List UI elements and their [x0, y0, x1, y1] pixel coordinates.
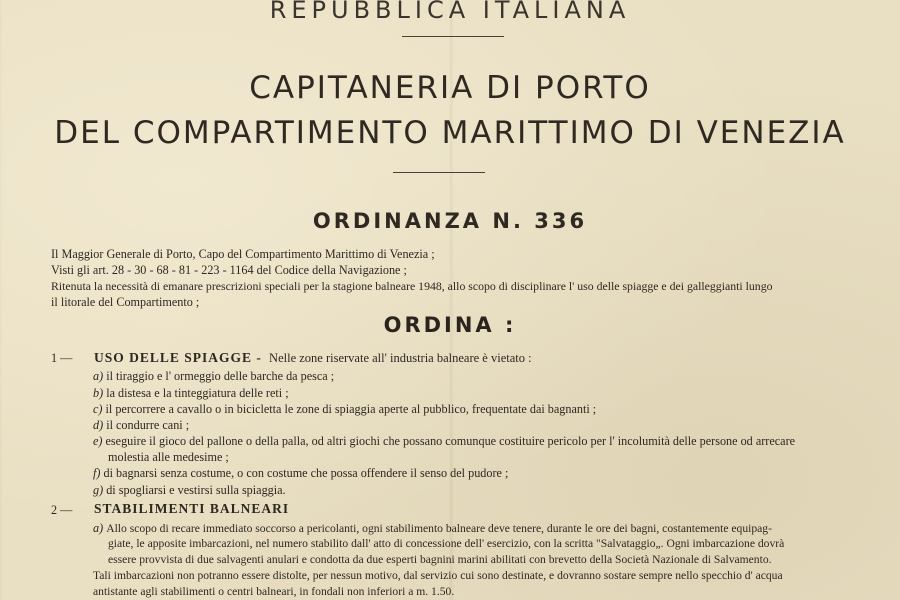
preamble-line: Visti gli art. 28 - 30 - 68 - 81 - 223 - 1164 del Codice della Navigazione ;: [51, 263, 407, 277]
list-item: b) la distesa e la tinteggiatura delle reti ;: [93, 386, 289, 400]
paragraph-line: a) Allo scopo di recare immediato soccorso a pericolanti, ogni stabilimento balneare deve tenere, durante le ore dei bagni, costantemente equipag-: [93, 521, 772, 535]
header-divider: [402, 36, 504, 37]
list-item: e) eseguire il gioco del pallone o della palla, od altri giochi che possano comunque costituire pericolo per l' incolumità delle persone od arrecare: [93, 434, 796, 448]
list-item: d) il condurre cani ;: [93, 418, 190, 432]
section-number: 2 —: [51, 503, 73, 517]
republic-header: REPUBBLICA ITALIANA: [269, 0, 631, 24]
list-item: f) di bagnarsi senza costume, o con costume che possa offendere il senso del pudore ;: [93, 466, 509, 480]
preamble-line: il litorale del Compartimento ;: [51, 295, 200, 309]
title-line-1: CAPITANERIA DI PORTO: [249, 70, 651, 106]
preamble-line: Ritenuta la necessità di emanare prescrizioni speciali per la stagione balneare 1948, allo scopo di disciplinare l' uso delle spiagge e dei galleggianti lungo: [51, 279, 773, 293]
list-item: a) il tiraggio e l' ormeggio delle barche da pesca ;: [93, 369, 335, 383]
section-title: STABILIMENTI BALNEARI: [94, 501, 290, 516]
title-line-2: DEL COMPARTIMENTO MARITTIMO DI VENEZIA: [54, 115, 846, 151]
list-item: g) di spogliarsi e vestirsi sulla spiaggia.: [93, 483, 286, 497]
paragraph-line: antistante agli stabilimenti o centri balneari, in fondali non inferiori a m. 1.50.: [93, 585, 455, 598]
section-heading: [94, 501, 289, 517]
paragraph-line: giate, le apposite imbarcazioni, nel numero stabilito dall' atto di concessione dell' esercizio, con la scritta "Salvataggio„. Ogni imbarcazione dovrà: [108, 537, 785, 550]
list-item: c) il percorrere a cavallo o in bicicletta le zone di spiaggia aperte al pubblico, frequentate dai bagnanti ;: [93, 402, 597, 416]
ordinance-title: ORDINANZA N. 336: [312, 209, 588, 233]
section-intro: Nelle zone riservate all' industria balneare è vietato :: [269, 351, 532, 365]
section-heading: [94, 350, 532, 366]
paragraph-line: essere provvista di due salvagenti anulari e condotta da due esperti bagnini marini abilitati con brevetto della Società Nazionale di Salvamento.: [108, 553, 772, 566]
section-title: USO DELLE SPIAGGE -: [94, 350, 262, 365]
preamble-line: Il Maggior Generale di Porto, Capo del Compartimento Marittimo di Venezia ;: [51, 247, 435, 261]
ordina-heading: ORDINA :: [383, 313, 517, 337]
list-item-continued: molestia alle medesime ;: [108, 450, 229, 464]
title-divider: [393, 172, 485, 173]
paragraph-line: Tali imbarcazioni non potranno essere distolte, per nessun motivo, dal servizio cui sono destinate, e dovranno sostare sempre nello specchio d' acqua: [93, 569, 783, 582]
section-number: 1 —: [51, 351, 73, 365]
